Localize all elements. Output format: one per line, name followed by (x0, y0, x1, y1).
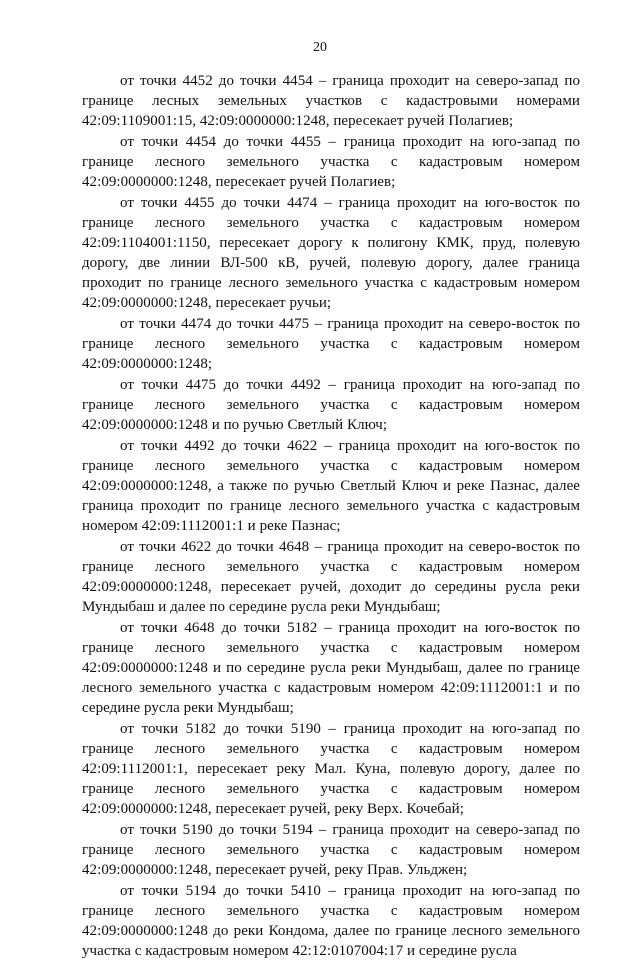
paragraph-3: от точки 4455 до точки 4474 – граница проходит на юго-восток по границе лесного земельного участка с кадастровым номером 42:09:1104001:1150, пересекает дорогу к полигону КМК, пруд, полевую дорогу, две линии ВЛ-500 кВ, ручей, полевую дорогу, далее граница проходит по границе лесного земельного участка с кадастровым номером 42:09:0000000:1248, пересекает ручьи; (82, 195, 580, 311)
paragraph-11: от точки 5194 до точки 5410 – граница проходит на юго-запад по границе лесного земельного участка с кадастровым номером 42:09:0000000:1248 до реки Кондома, далее по границе лесного земельного участка с кадастровым номером 42:12:0107004:17 и середине русла (82, 883, 580, 959)
paragraph-6: от точки 4492 до точки 4622 – граница проходит на юго-восток по границе лесного земельного участка с кадастровым номером 42:09:0000000:1248, а также по ручью Светлый Ключ и реке Пазнас, далее граница проходит по границе лесного земельного участка с кадастровым номером 42:09:1112001:1 и реке Пазнас; (82, 438, 580, 534)
paragraph-2: от точки 4454 до точки 4455 – граница проходит на юго-запад по границе лесного земельного участка с кадастровым номером 42:09:0000000:1248, пересекает ручей Полагиев; (82, 134, 580, 190)
page-number: 20 (313, 40, 327, 55)
paragraph-10: от точки 5190 до точки 5194 – граница проходит на северо-запад по границе лесного земельного участка с кадастровым номером 42:09:0000000:1248, пересекает ручей, реку Прав. Ульджен; (82, 822, 580, 878)
paragraph-1: от точки 4452 до точки 4454 – граница проходит на северо-запад по границе лесных земельных участков с кадастровыми номерами 42:09:1109001:15, 42:09:0000000:1248, пересекает ручей Полагиев; (82, 73, 580, 129)
paragraph-5: от точки 4475 до точки 4492 – граница проходит на юго-запад по границе лесного земельного участка с кадастровым номером 42:09:0000000:1248 и по ручью Светлый Ключ; (82, 377, 580, 433)
document-body (82, 71, 580, 962)
paragraph-7: от точки 4622 до точки 4648 – граница проходит на северо-восток по границе лесного земельного участка с кадастровым номером 42:09:0000000:1248, пересекает ручей, доходит до середины русла реки Мундыбаш и далее по середине русла реки Мундыбаш; (82, 539, 580, 615)
paragraph-9: от точки 5182 до точки 5190 – граница проходит на юго-запад по границе лесного земельного участка с кадастровым номером 42:09:1112001:1, пересекает реку Мал. Куна, полевую дорогу, далее по границе лесного земельного участка с кадастровым номером 42:09:0000000:1248, пересекает ручей, реку Верх. Кочебай; (82, 721, 580, 817)
paragraph-4: от точки 4474 до точки 4475 – граница проходит на северо-восток по границе лесного земельного участка с кадастровым номером 42:09:0000000:1248; (82, 316, 580, 372)
paragraph-8: от точки 4648 до точки 5182 – граница проходит на юго-восток по границе лесного земельного участка с кадастровым номером 42:09:0000000:1248 и по середине русла реки Мундыбаш, далее по границе лесного земельного участка с кадастровым номером 42:09:1112001:1 и по середине русла реки Мундыбаш; (82, 620, 580, 716)
